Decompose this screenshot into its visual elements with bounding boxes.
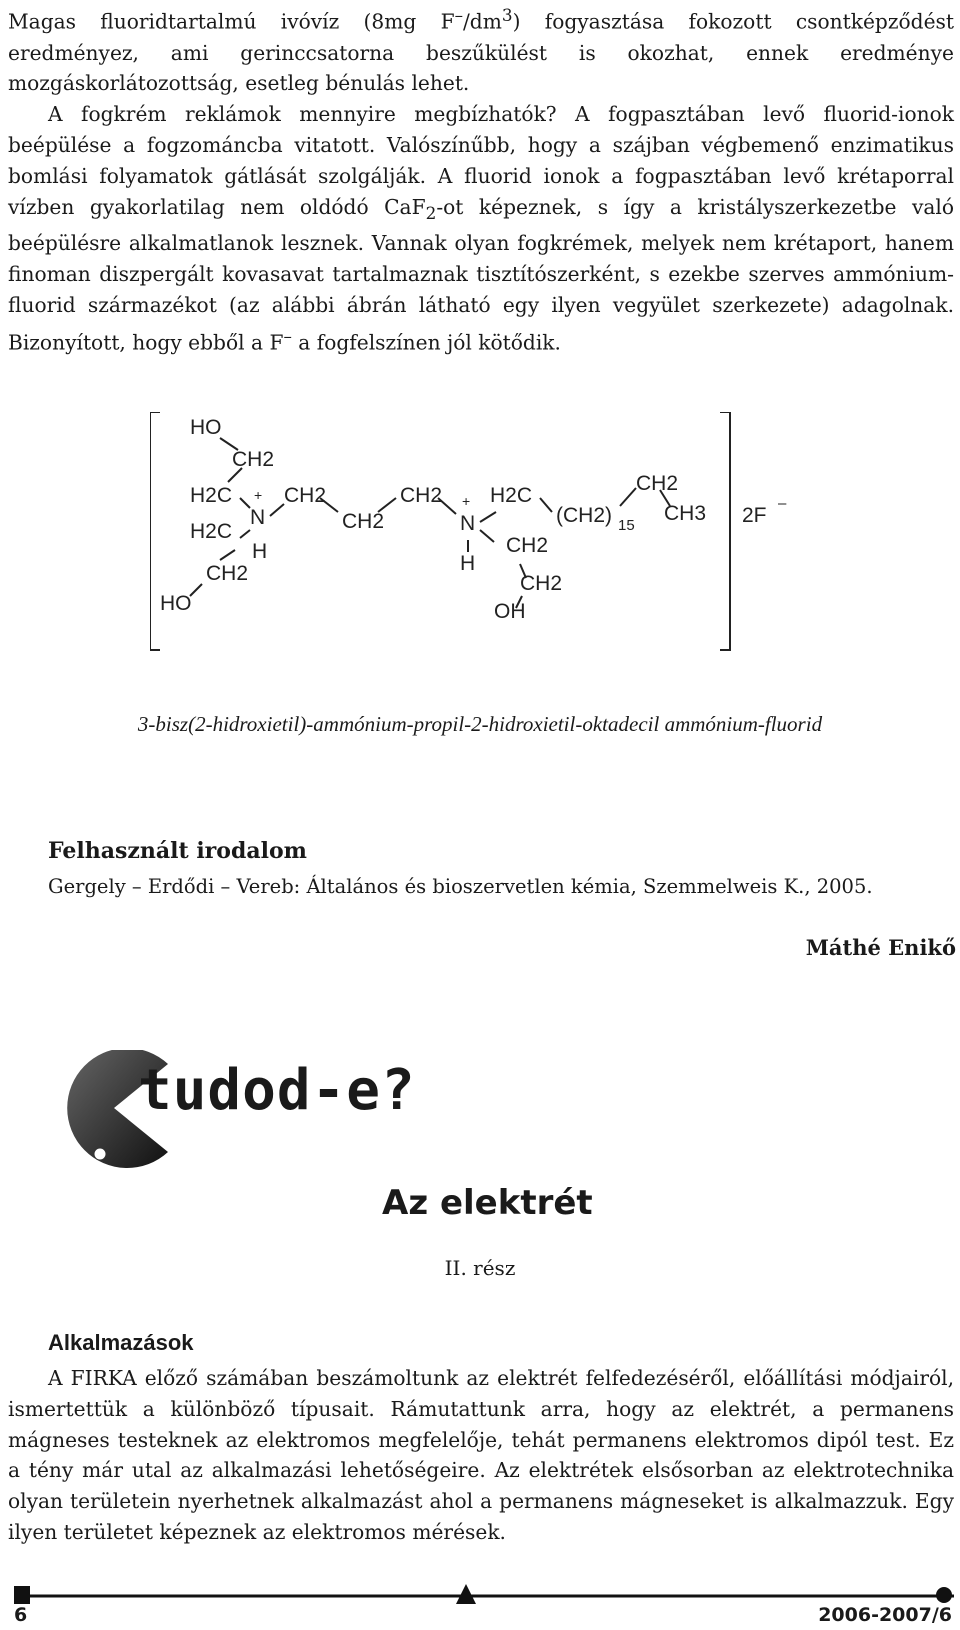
structure-caption: 3-bisz(2-hidroxietil)-ammónium-propil-2-hidroxietil-oktadecil ammónium-fluorid bbox=[137, 712, 823, 736]
paragraph-2: A fogkrém reklámok mennyire megbízhatók? A fogpasztában levő fluorid-ionok beépülése a fogzománcba vitatott. Valószínűbb, hogy a szájban végbemenő enzimatikus bomlási folyamatok gátlását szolgálják. A fluorid ionok a fogpasztában levő krétaporral vízben gyakorlatilag nem oldódó CaF$_2$-ot képeznek, s így a kristályszerkezetbe való beépülésre alkalmatlanok lesznek. Vannak olyan fogkrémek, melyek nem krétaport, hanem finoman diszpergált kovasavat tartalmaznak tisztítószerként, s ezekbe szerves ammónium-fluorid származékot (az alábbi ábrán látható egy ilyen vegyület szerkezete) adagolnak. Bizonyított, hogy ebből a F– a fogfelszínen jól kötődik. bbox=[8, 102, 954, 355]
atom-ch2-k: CH2 bbox=[636, 472, 679, 495]
atom-n2: N bbox=[460, 512, 476, 535]
intro-paragraphs bbox=[8, 0, 954, 358]
atom-ch2-a: CH2 bbox=[232, 448, 275, 471]
charge-plus-1: + bbox=[254, 487, 263, 503]
circle-icon bbox=[936, 1587, 952, 1603]
paragraph-1: Magas fluoridtartalmú ivóvíz (8mg $F^-/dm^3$) fogyasztása fokozott csontképződést eredményez, ami gerinccsatorna beszűkülést is okozhat, ennek eredménye mozgáskorlátozottság, esetleg bénulás lehet. bbox=[8, 5, 954, 96]
article-title: Az elektrét bbox=[382, 1183, 593, 1223]
atom-ch2-j: CH2 bbox=[520, 572, 563, 595]
chemical-structure-diagram bbox=[150, 412, 830, 662]
issue-number: 2006-2007/6 bbox=[818, 1604, 952, 1626]
atom-ch2-chain: (CH2) bbox=[556, 504, 612, 527]
atom-n1: N bbox=[250, 506, 266, 529]
article-paragraph: A FIRKA előző számában beszámoltunk az elektrét felfedezéséről, előállítási módjairól, ismertettük a különböző típusait. Rámutattunk arra, hogy az elektrét, a permanens mágneses testeknek az elektromos megfelelője, tehát permanens elektromos dipól test. Ez a tény már utal az alkalmazási lehetőségeire. Az elektrétek elsősorban az elektrotechnika olyan területein nyerhetnek alkalmazást ahol a permanens mágneseket is alkalmazzuk. Egy ilyen területet képeznek az elektromos mérések. bbox=[8, 1366, 954, 1544]
atom-h2c-b: H2C bbox=[190, 484, 233, 507]
right-bracket bbox=[720, 412, 730, 650]
atom-ch2-e: CH2 bbox=[284, 484, 327, 507]
charge-plus-2: + bbox=[462, 493, 471, 509]
counter-ion-charge: – bbox=[778, 495, 787, 512]
atom-ch2-d: CH2 bbox=[206, 562, 249, 585]
atom-h1: H bbox=[252, 540, 268, 563]
author-name: Máthé Enikő bbox=[805, 935, 956, 960]
reference-entry: Gergely – Erdődi – Vereb: Általános és bioszervetlen kémia, Szemmelweis K., 2005. bbox=[48, 875, 873, 898]
atom-h2c-c: H2C bbox=[190, 520, 233, 543]
atom-h2: H bbox=[460, 552, 476, 575]
article-part: II. rész bbox=[444, 1256, 516, 1280]
atom-h2c-h: H2C bbox=[490, 484, 533, 507]
atom-ch2-g: CH2 bbox=[400, 484, 443, 507]
atom-ho-top: HO bbox=[190, 416, 222, 439]
counter-ion: 2F bbox=[742, 504, 767, 527]
square-icon bbox=[14, 1586, 30, 1604]
atom-oh: OH bbox=[494, 600, 526, 623]
atom-ho-bottom: HO bbox=[160, 592, 192, 615]
triangle-icon bbox=[456, 1584, 476, 1604]
page-number: 6 bbox=[14, 1604, 28, 1626]
references-title: Felhasznált irodalom bbox=[48, 838, 307, 864]
logo-text: tudod-e? bbox=[138, 1058, 416, 1123]
left-bracket bbox=[150, 412, 160, 650]
atom-ch2-i: CH2 bbox=[506, 534, 549, 557]
atom-ch2-f: CH2 bbox=[342, 510, 385, 533]
section-title: Alkalmazások bbox=[48, 1330, 194, 1355]
footer-rule bbox=[14, 1584, 954, 1604]
atom-ch3: CH3 bbox=[664, 502, 707, 525]
dot-icon bbox=[94, 1148, 106, 1160]
chain-subscript-15: 15 bbox=[618, 517, 635, 534]
